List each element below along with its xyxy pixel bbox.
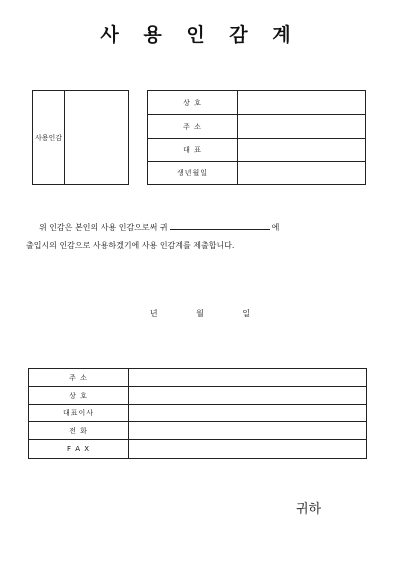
- seal-label: 사용인감: [33, 91, 65, 184]
- info-value-field[interactable]: [238, 115, 365, 138]
- info-value-field[interactable]: [238, 139, 365, 161]
- company-value-field[interactable]: [129, 422, 366, 439]
- company-value-field[interactable]: [129, 440, 366, 458]
- statement-line1-prefix: 위 인감은 본인의 사용 인감으로써 귀: [39, 223, 168, 232]
- date-line: [0, 308, 400, 319]
- company-row-address: [29, 369, 366, 387]
- company-value-field[interactable]: [129, 405, 366, 421]
- company-label: 전 화: [29, 422, 129, 439]
- info-label: 대 표: [148, 139, 238, 161]
- company-label: 주 소: [29, 369, 129, 386]
- info-value-field[interactable]: [238, 162, 365, 184]
- company-value-field[interactable]: [129, 387, 366, 404]
- recipient-blank-field[interactable]: [170, 222, 270, 230]
- company-row-trade-name: [29, 387, 366, 405]
- document-title: 사 용 인 감 계: [100, 24, 300, 46]
- info-row-address: [148, 115, 365, 139]
- info-label: 상 호: [148, 91, 238, 114]
- info-row-birthdate: [148, 162, 365, 184]
- statement-line-1: [39, 222, 279, 234]
- info-label: 생년월일: [148, 162, 238, 184]
- info-label: 주 소: [148, 115, 238, 138]
- info-row-representative: [148, 139, 365, 162]
- addressee-label: 귀하: [296, 502, 322, 517]
- info-row-trade-name: [148, 91, 365, 115]
- company-row-fax: [29, 440, 366, 458]
- date-year-label: 년: [149, 309, 158, 318]
- date-day-label: 일: [242, 309, 251, 318]
- company-table: [28, 368, 367, 459]
- info-table: [147, 90, 366, 185]
- company-label: 대표이사: [29, 405, 129, 421]
- company-row-ceo: [29, 405, 366, 422]
- info-value-field[interactable]: [238, 91, 365, 114]
- date-month-label: 월: [196, 309, 204, 318]
- seal-box: [32, 90, 129, 185]
- statement-line1-suffix: 에: [271, 223, 280, 232]
- company-value-field[interactable]: [129, 369, 366, 386]
- company-row-phone: [29, 422, 366, 440]
- company-label: 상 호: [29, 387, 129, 404]
- statement-line-2: 출입시의 인감으로 사용하겠기에 사용 인감계를 제출합니다.: [26, 241, 235, 250]
- company-label: F A X: [29, 440, 129, 458]
